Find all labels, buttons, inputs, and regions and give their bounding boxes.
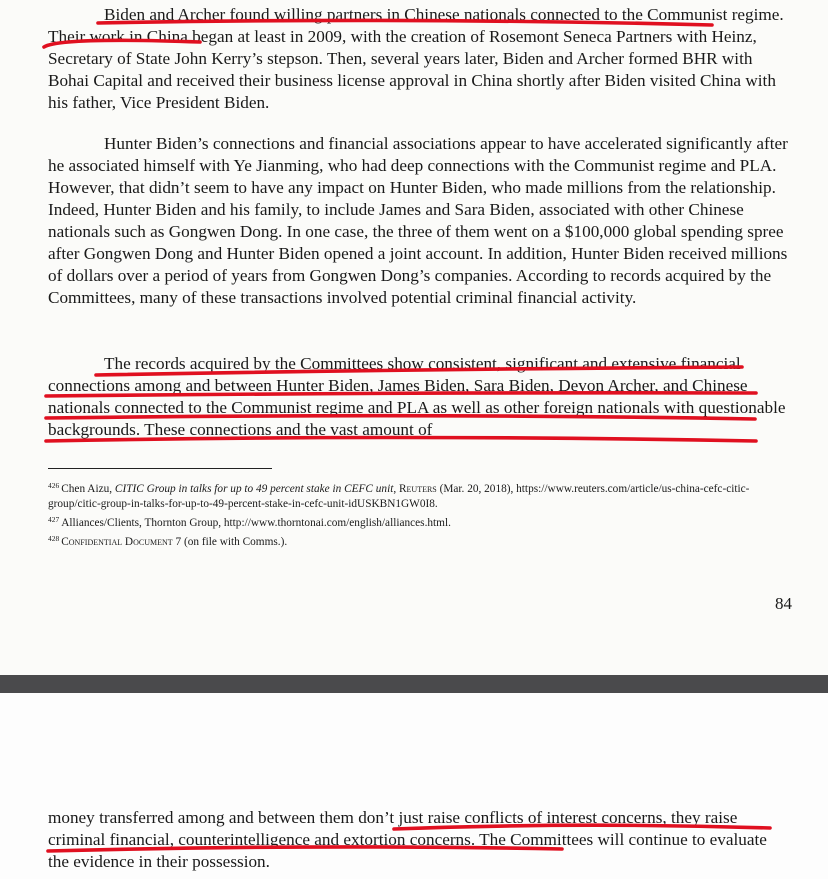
paragraph-money-transferred: money transferred among and between them don’t just raise conflicts of interest concerns, they raise criminal financial, counterintelligence and extortion concerns. The Committees will continue to evaluate the evidence in their possession. — [48, 808, 767, 871]
footnote-426 — [48, 478, 788, 512]
footnote-citation: 7 (on file with Comms.). — [172, 536, 288, 548]
footnote-citation: Alliances/Clients, Thornton Group, http://www.thorntonai.com/english/alliances.html. — [61, 517, 451, 529]
footnote-428 — [48, 531, 788, 550]
footnote-source: Reuters — [399, 483, 437, 495]
footnote-article-title: CITIC Group in talks for up to 49 percent stake in CEFC unit — [114, 483, 394, 495]
footnote-427 — [48, 512, 788, 531]
footnote-author: Chen Aizu, — [61, 483, 115, 495]
footnote-source: Confidential Document — [61, 536, 173, 548]
footnotes — [48, 478, 788, 550]
paragraph-hunter-connections: Hunter Biden’s connections and financial associations appear to have accelerated significantly after he associated himself with Ye Jianming, who had deep connections with the Communist regime and PLA. However, that didn’t seem to have any impact on Hunter Biden, who made millions from the relationship. Indeed, Hunter Biden and his family, to include James and Sara Biden, associated with other Chinese nationals such as Gongwen Dong. In one case, the three of them went on a $100,000 global spending spree after Gongwen Dong and Hunter Biden opened a joint account. In addition, Hunter Biden received millions of dollars over a period of years from Gongwen Dong’s companies. According to records acquired by the Committees, many of these transactions involved potential criminal financial activity. — [48, 134, 788, 307]
footnote-number: 426 — [48, 481, 60, 490]
footnote-separator — [48, 468, 272, 469]
footnote-number: 427 — [48, 515, 60, 524]
paragraph-records-acquired: The records acquired by the Committees show consistent, significant and extensive financial connections among and between Hunter Biden, James Biden, Sara Biden, Devon Archer, and Chinese nationals connected to the Communist regime and PLA as well as other foreign nationals with questionable backgrounds. These connections and the vast amount of — [48, 354, 786, 439]
paragraph-biden-archer: Biden and Archer found willing partners in Chinese nationals connected to the Communist regime. Their work in China began at least in 2009, with the creation of Rosemont Seneca Partners with Heinz, Secretary of State John Kerry’s stepson. Then, several years later, Biden and Archer formed BHR with Bohai Capital and received their business license approval in China shortly after Biden visited China with his father, Vice President Biden. — [48, 5, 784, 112]
page-divider — [0, 675, 828, 693]
footnote-number: 428 — [48, 534, 60, 543]
page-number: 84 — [775, 594, 792, 613]
footnote-citation: (Mar. 20, 2018), https://www.reuters.com/article/us-china-cefc-citic-group/citic-group-in-talks-for-up-to-49-percent-stake-in-cefc-unit-idUSKBN1GW0I8. — [48, 483, 750, 510]
footnote-separator-text: , — [393, 483, 399, 495]
